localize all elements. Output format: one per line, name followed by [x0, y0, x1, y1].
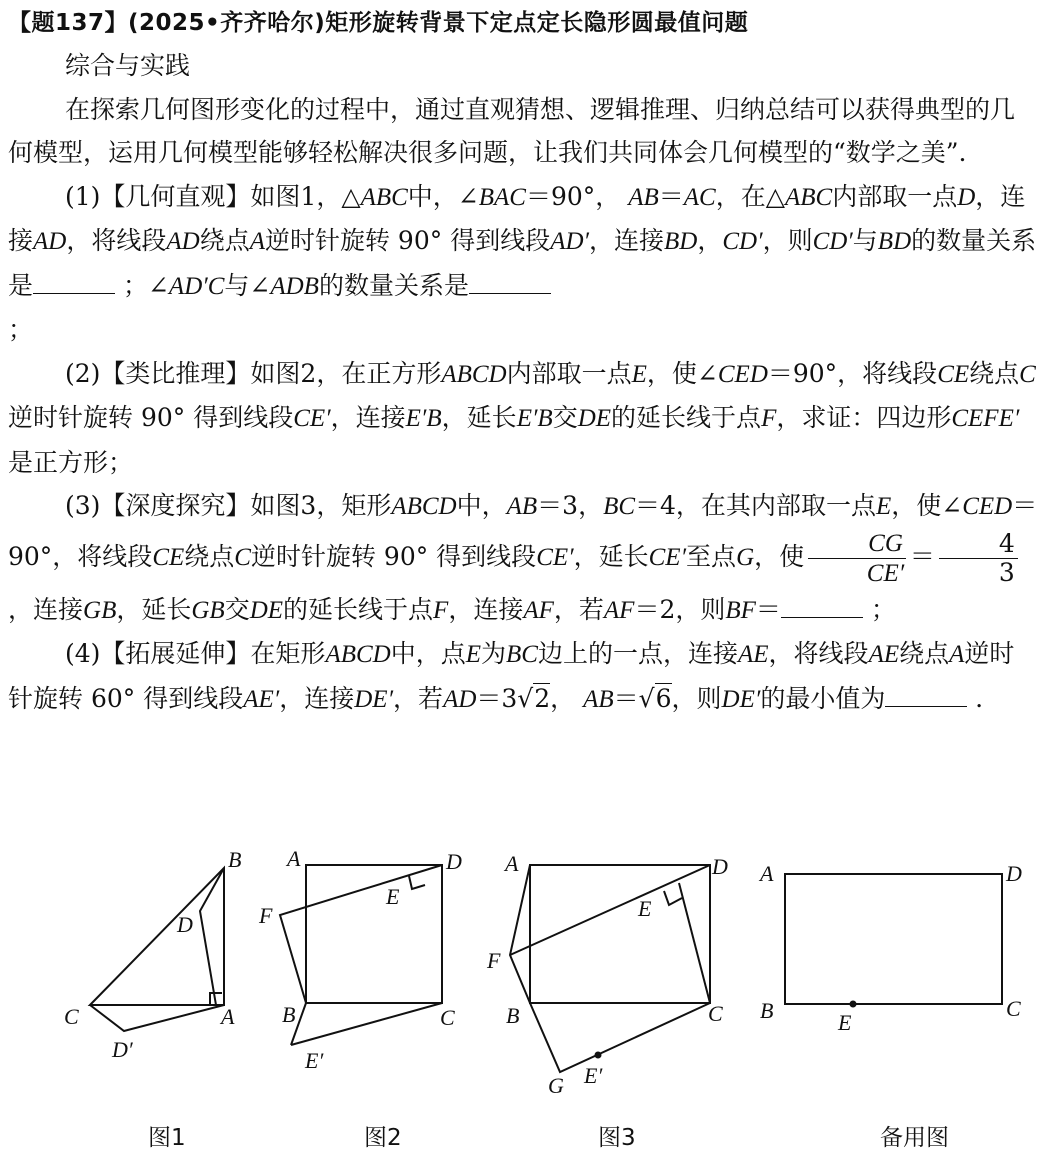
question-4: (4)【拓展延伸】在矩形ABCD中，点E为BC边上的一点，连接AE，将线段AE绕点A逆时针旋转 60° 得到线段AE′，连接DE′，若AD＝3√2， AB＝√6，则DE′的最小值为 ． [8, 639, 1015, 713]
fig1-label-c: C [64, 1004, 79, 1029]
fig3-label-c: C [708, 1001, 723, 1026]
q4-label: (4)【拓展延伸】 [65, 639, 251, 668]
figure-3 [486, 851, 728, 1151]
figure-4 [758, 861, 1022, 1151]
fig2-label-a: A [287, 846, 301, 871]
fig2-label-ep: E′ [305, 1048, 324, 1073]
fig4-label-b: B [760, 998, 774, 1023]
fig3-caption: 图3 [598, 1125, 636, 1151]
q1-label: (1)【几何直观】 [65, 181, 251, 211]
fig2-label-f: F [259, 903, 273, 928]
question-2: (2)【类比推理】如图2，在正方形ABCD内部取一点E，使∠CED＝90°，将线段CE绕点C逆时针旋转 90° 得到线段CE′，连接E′B，延长E′B交DE的延长线于点F，求证：四边形CEFE′是正方形； [8, 358, 1036, 477]
fig4-label-a: A [760, 861, 774, 886]
fig4-label-c: C [1006, 996, 1021, 1021]
question-1: (1)【几何直观】如图1，△ABC中，∠BAC＝90°， AB＝AC，在△ABC内部取一点D，连接AD，将线段AD绕点A逆时针旋转 90° 得到线段AD′，连接BD，CD′，则CD′与BD的数量关系是 ；∠AD′C与∠ADB的数量关系是 ； [8, 181, 1037, 344]
fig2-label-e: E [386, 884, 400, 909]
intro-paragraph: 在探索几何图形变化的过程中，通过直观猜想、逻辑推理、归纳总结可以获得典型的几何模型，运用几何模型能够轻松解决很多问题，让我们共同体会几何模型的“数学之美”． [8, 94, 1016, 167]
figure-2 [258, 846, 462, 1151]
fig1-caption: 图1 [148, 1125, 186, 1151]
figure-1 [64, 847, 241, 1151]
fig4-label-d: D [1006, 861, 1022, 886]
fig3-label-a: A [505, 851, 519, 876]
fig4-label-e: E [838, 1010, 852, 1035]
fig2-label-d: D [446, 849, 462, 874]
fig2-label-b: B [282, 1002, 296, 1027]
question-3: (3)【深度探究】如图3，矩形ABCD中，AB＝3，BC＝4，在其内部取一点E，使∠CED＝90°，将线段CE绕点C逆时针旋转 90° 得到线段CE′，延长CE′至点G，使 $\frac{CG}{CE'}$ ＝ $\frac{4}{3}$ ，连接GB，延长GB交DE的延长线于点F，连接AF，若AF＝2，则BF＝ ； [8, 491, 1038, 624]
fig3-label-b: B [506, 1003, 520, 1028]
fig1-label-dp: D′ [112, 1037, 133, 1062]
fig2-label-c: C [440, 1005, 455, 1030]
fraction-cg-ce: $\frac{CG}{CE'}$ [808, 529, 906, 588]
fraction-4-3: $\frac{4}{3}$ [939, 530, 1018, 587]
q3-label: (3)【深度探究】 [65, 491, 251, 520]
fig3-label-ep: E′ [584, 1063, 603, 1088]
problem-title: 【题137】(2025•齐齐哈尔)矩形旋转背景下定点定长隐形圆最值问题 [8, 10, 749, 36]
fig3-label-g: G [548, 1073, 564, 1098]
fig1-label-d: D [177, 912, 193, 937]
fig4-caption: 备用图 [880, 1125, 949, 1151]
section-heading: 综合与实践 [65, 51, 191, 80]
fig3-label-e: E [638, 896, 652, 921]
fig3-label-d: D [712, 854, 728, 879]
fig1-label-a: A [221, 1004, 235, 1029]
fig3-label-f: F [487, 948, 501, 973]
fig2-caption: 图2 [364, 1125, 402, 1151]
q2-label: (2)【类比推理】 [65, 358, 251, 388]
fig1-label-b: B [228, 847, 242, 872]
